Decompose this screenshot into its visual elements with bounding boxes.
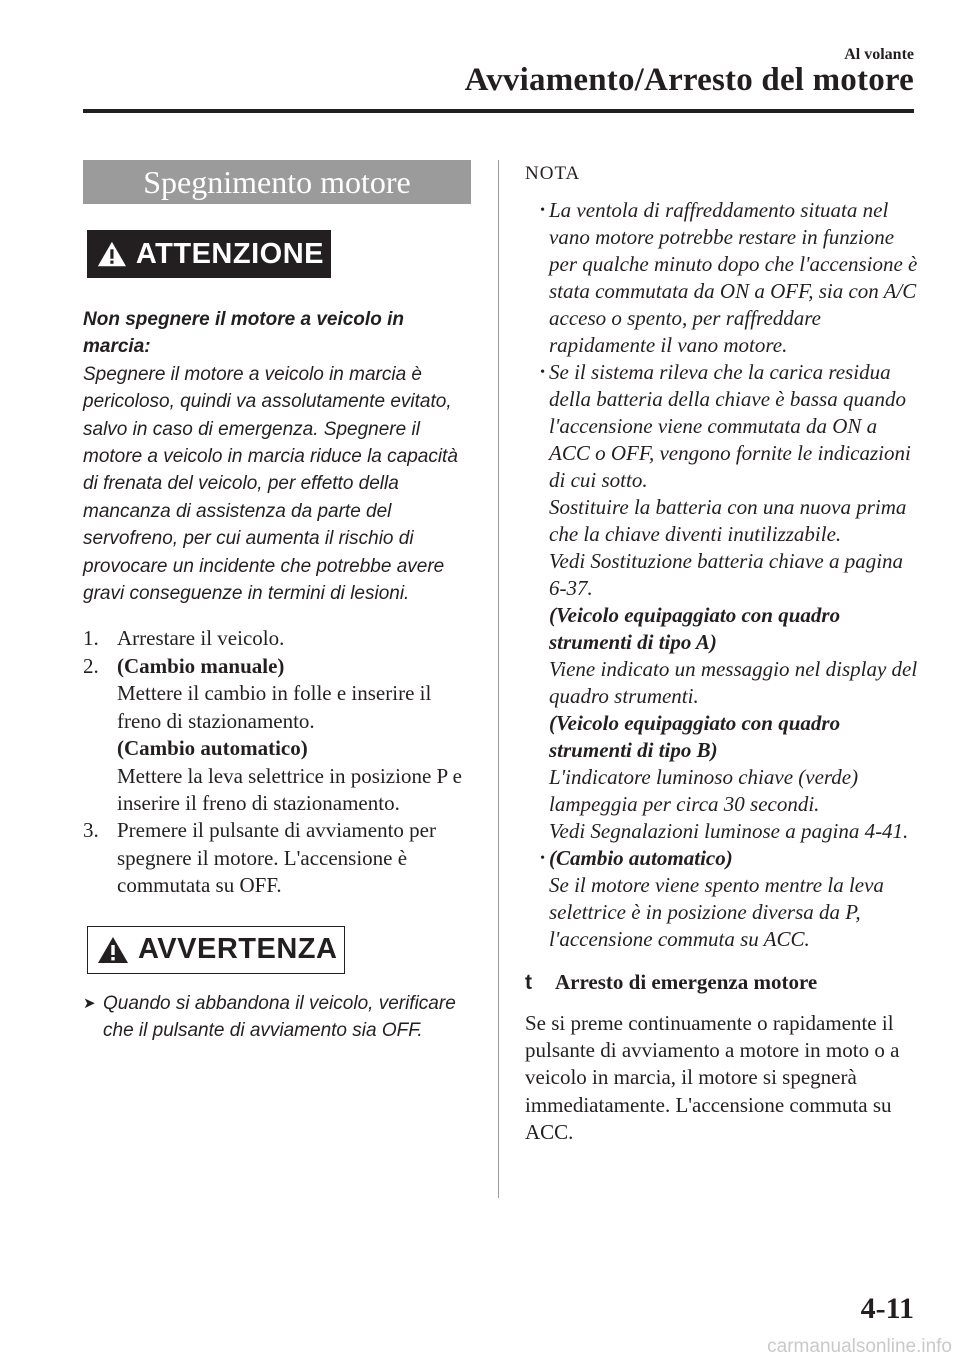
chevron-right-icon: ➤ [83,993,96,1012]
right-column [525,160,920,1146]
subsection-marker-icon: t [525,971,532,994]
attenzione-label: ATTENZIONE [135,237,324,270]
subsection-title: Arresto di emergenza motore [555,970,818,994]
bullet-icon: • [540,851,545,866]
avvertenza-item [83,990,473,1045]
avvertenza-text: Quando si abbandona il veicolo, verificare che il pulsante di avviamento sia OFF. [103,992,456,1041]
step-3: 3. Premere il pulsante di avviamento per spegnere il motore. L'accensione è commutata su OFF. [83,818,436,898]
note-item-2: • Se il sistema rileva che la carica residua della batteria della chiave è bassa quando l'accensione viene commutata da ON a ACC o OFF, vengono fornite le indicazioni di cui sotto. Sostituire la batteria con una nuova prima che la chiave diventi inutilizzabile. Vedi Sostituzione batteria chiave a pagina 6-37. (Veicolo equipaggiato con quadro strumenti di tipo A) Viene indicato un messaggio nel display del quadro strumenti. (Veicolo equipaggiato con quadro strumenti di tipo B) L'indicatore luminoso chiave (verde) lampeggia per circa 30 secondi. Vedi Segnalazioni luminose a pagina 4-41. [525,359,920,845]
attenzione-text: Spegnere il motore a veicolo in marcia è pericoloso, quindi va assolutamente evitato, salvo in caso di emergenza. Spegnere il motore a veicolo in marcia riduce la capacità di frenata del veicolo, per effetto della mancanza di assistenza da parte del servofreno, per cui aumenta il rischio di provocare un incidente che potrebbe avere gravi conseguenze in termini di lesioni. [83,363,458,605]
left-column [83,160,473,1044]
avvertenza-label: AVVERTENZA [138,933,338,966]
column-divider [498,160,499,1198]
header-section: Al volante [844,46,914,63]
step-2: 2. (Cambio manuale) Mettere il cambio in folle e inserire il freno di stazionamento. (Cambio automatico) Mettere la leva selettrice in posizione P e inserire il freno di stazionamento. [83,653,473,817]
bullet-icon: • [540,365,545,380]
step-2-heading-manual: (Cambio manuale) [117,653,285,678]
header-rule [83,109,914,113]
warning-triangle-icon [96,935,130,965]
page-number: 4-11 [860,1292,914,1325]
subsection-heading [525,969,920,996]
step-2-text-auto: Mettere la leva selettrice in posizione P e inserire il freno di stazionamento. [117,763,463,815]
step-2-heading-auto: (Cambio automatico) [117,736,308,761]
bullet-icon: • [540,203,545,218]
avvertenza-badge [87,926,345,974]
subsection-text: Se si preme continuamente o rapidamente il pulsante di avviamento a motore in moto o a veicolo in marcia, il motore si spegnerà immediatamente. L'accensione commuta su ACC. [525,1011,900,1144]
note-item-3: • (Cambio automatico) Se il motore viene spento mentre la leva selettrice è in posizione diversa da P, l'accensione commuta su ACC. [525,845,920,953]
warning-triangle-icon [96,239,128,269]
step-2-text-manual: Mettere il cambio in folle e inserire il freno di stazionamento. [117,681,432,733]
attenzione-badge [87,230,331,278]
attenzione-title: Non spegnere il motore a veicolo in marcia: [83,309,404,358]
watermark: carmanualsonline.info [767,1336,952,1357]
steps-list [83,625,473,899]
step-1: 1. Arrestare il veicolo. [83,626,285,651]
note-item-1: • La ventola di raffreddamento situata nel vano motore potrebbe restare in funzione per qualche minuto dopo che l'accensione è stata commutata da ON a OFF, sia con A/C acceso o spento, per raffreddare rapidamente il vano motore. [525,197,920,359]
section-banner: Spegnimento motore [83,160,471,204]
nota-label: NOTA [525,163,581,184]
header-chapter-title: Avviamento/Arresto del motore [464,62,914,98]
